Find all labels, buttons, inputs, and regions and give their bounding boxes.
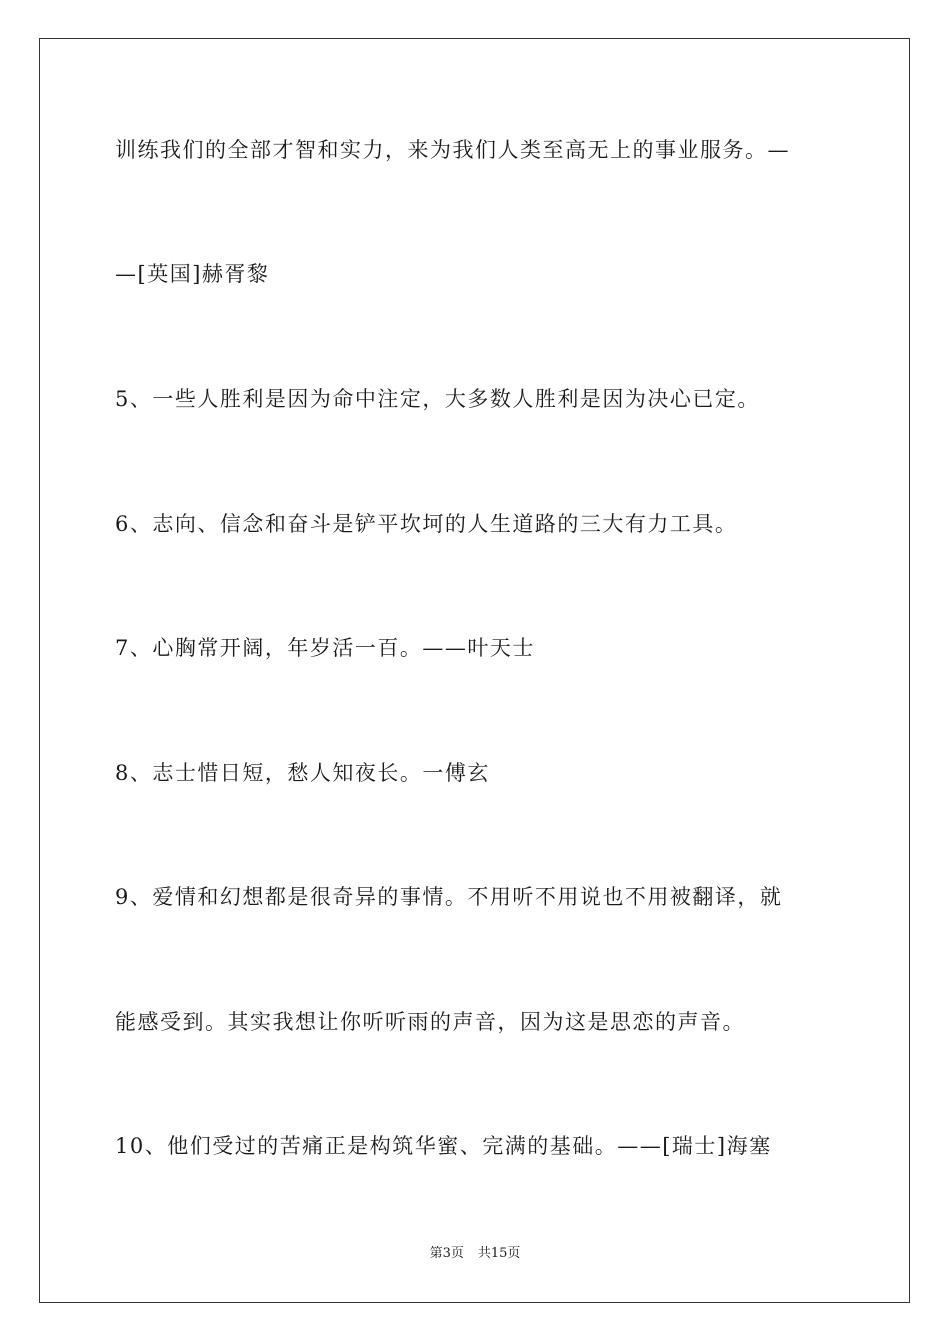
text-line-2: —[英国]赫胥黎 (115, 262, 270, 286)
page-border (39, 38, 910, 1303)
text-line-3: 5、一些人胜利是因为命中注定，大多数人胜利是因为决心已定。 (115, 387, 760, 411)
text-line-7: 9、爱情和幻想都是很奇异的事情。不用听不用说也不用被翻译，就 (115, 885, 783, 909)
text-line-9: 10、他们受过的苦痛正是构筑华蜜、完满的基础。——[瑞士]海塞 (115, 1134, 772, 1158)
page-total: 共15页 (477, 1246, 521, 1261)
page-number: 第3页 (429, 1246, 464, 1261)
text-line-5: 7、心胸常开阔，年岁活一百。——叶天士 (115, 636, 535, 660)
text-line-6: 8、志士惜日短，愁人知夜长。一傅玄 (115, 761, 490, 785)
text-line-1: 训练我们的全部才智和实力，来为我们人类至高无上的事业服务。— (115, 138, 790, 162)
text-line-8: 能感受到。其实我想让你听听雨的声音，因为这是思恋的声音。 (115, 1010, 745, 1034)
page-footer (0, 1245, 950, 1263)
text-line-4: 6、志向、信念和奋斗是铲平坎坷的人生道路的三大有力工具。 (115, 512, 738, 536)
